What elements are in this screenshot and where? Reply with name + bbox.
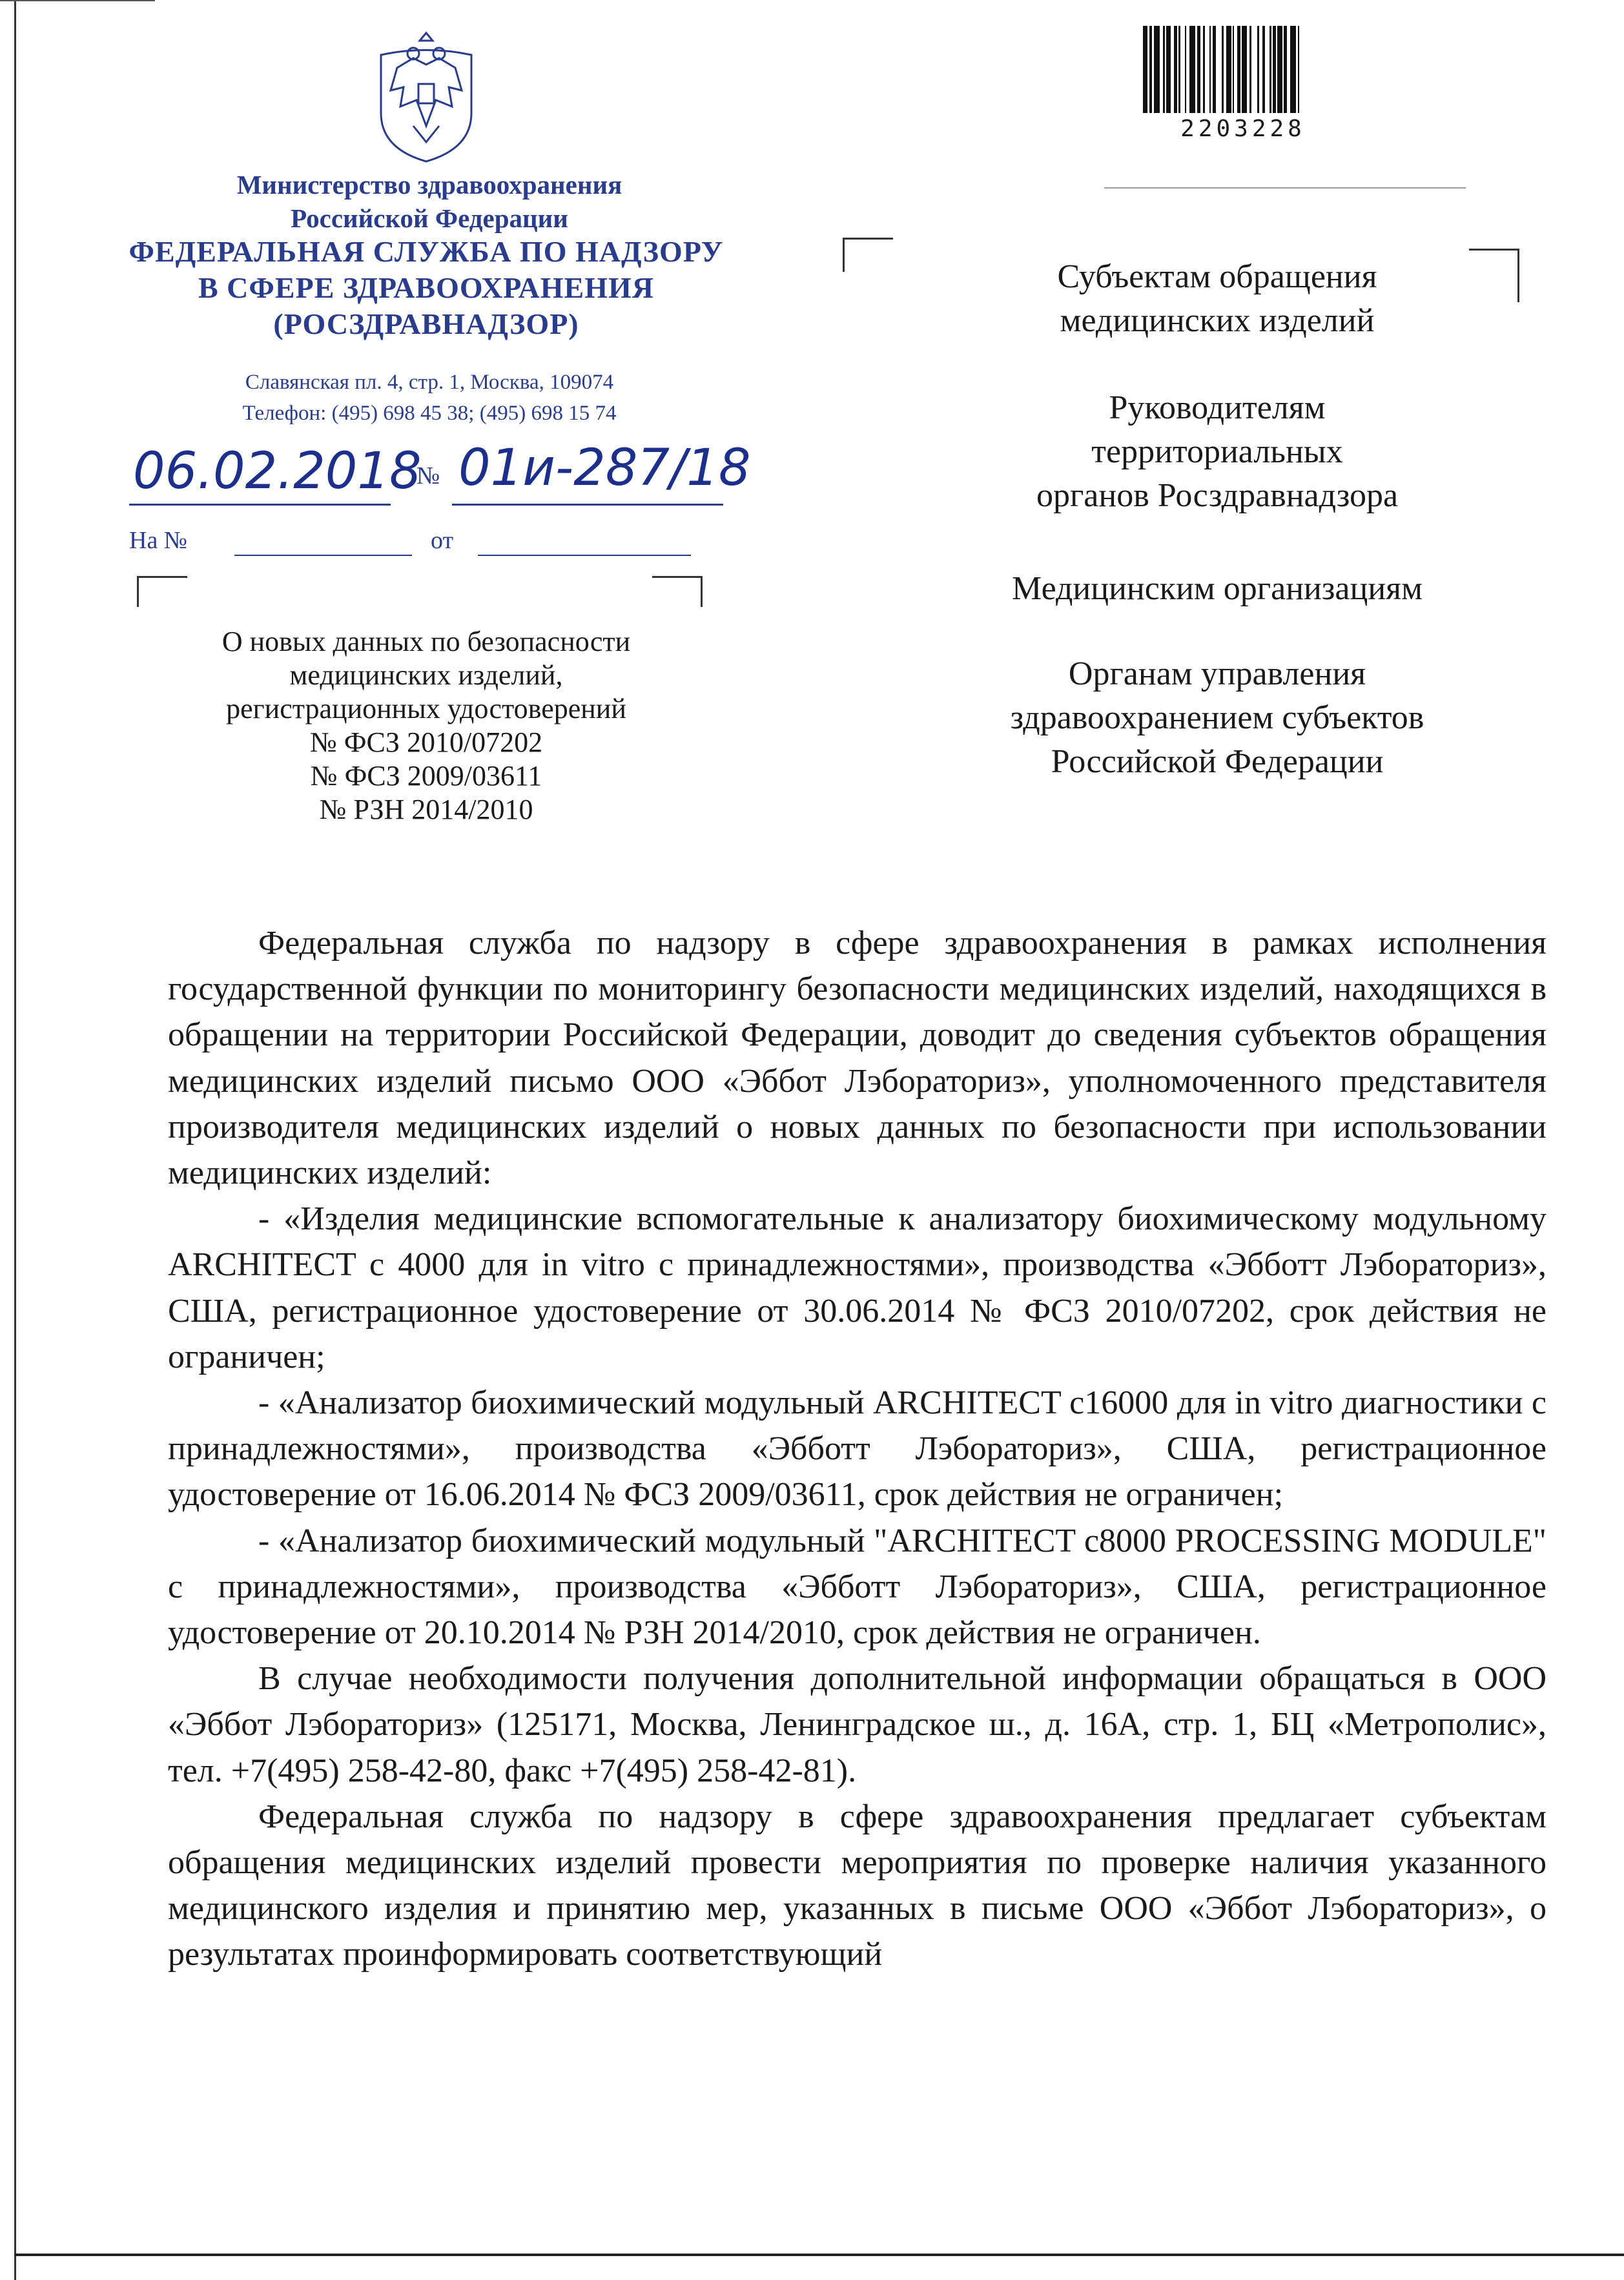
service-address	[161, 367, 697, 429]
ministry-line-1: Министерство здравоохранения	[236, 170, 622, 200]
barcode-bar	[1189, 26, 1196, 113]
subject-line-3: регистрационных удостоверений	[226, 693, 626, 724]
barcode-number: 2203228	[1180, 116, 1306, 142]
service-line-3: (РОСЗДРАВНАДЗОР)	[273, 307, 579, 340]
scan-edge-bottom	[14, 2254, 1624, 2256]
addressee-3-line-1: Медицинским организациям	[1012, 570, 1423, 607]
barcode-bar	[1226, 26, 1231, 113]
reply-date-label: от	[431, 527, 454, 554]
service-name	[116, 234, 736, 342]
addressee-1-line-2: медицинских изделий	[1060, 302, 1375, 339]
ministry-line-2: Российской Федерации	[291, 203, 568, 233]
addressee-4-line-1: Органам управления	[1068, 655, 1366, 692]
addressee-2-line-1: Руководителям	[1109, 389, 1326, 426]
document-barcode	[1143, 26, 1343, 142]
scan-edge-top	[0, 0, 155, 1]
body-paragraph-1: Федеральная служба по надзору в сфере здравоохранения в рамках исполнения государственной функции по мониторингу безопасности медицинских изделий, находящихся в обращении на территории Российской Федерации, доводит до сведения субъектов обращения медицинских изделий письмо ООО «Эббот Лэбораториз», уполномоченного представителя производителя медицинских изделий о новых данных по безопасности при использовании медицинских изделий:	[168, 925, 1547, 1192]
address-line-2: Телефон: (495) 698 45 38; (495) 698 15 74	[242, 402, 617, 425]
barcode-gap	[1205, 26, 1209, 113]
body-paragraph-3: - «Анализатор биохимический модульный ARCHITECT c16000 для in vitro диагностики с принадлежностями», производства «Эбботт Лэбораториз», США, регистрационное удостоверение от 16.06.2014 № ФСЗ 2009/03611, срок действия не ограничен;	[168, 1384, 1547, 1514]
barcode-bar	[1277, 26, 1282, 113]
barcode-bars	[1143, 26, 1343, 113]
barcode-bar	[1154, 26, 1160, 113]
body-paragraph-4: - «Анализатор биохимический модульный "ARCHITECT c8000 PROCESSING MODULE" с принадлежностями», производства «Эбботт Лэбораториз», США, регистрационное удостоверение от 20.10.2014 № РЗН 2014/2010, срок действия не ограничен.	[168, 1522, 1547, 1652]
addressee-1-line-1: Субъектам обращения	[1057, 258, 1377, 295]
date-underline	[129, 504, 391, 506]
barcode-underline	[1104, 187, 1466, 189]
reply-date-blank	[478, 555, 691, 556]
body-paragraph-2: - «Изделия медицинские вспомогательные к анализатору биохимическому модульному ARCHITECT c 4000 для in vitro с принадлежностями», производства «Эбботт Лэбораториз», США, регистрационное удостоверение от 30.06.2014 № ФСЗ 2010/07202, срок действия не ограничен;	[168, 1200, 1547, 1375]
subject-line-4: № ФСЗ 2010/07202	[309, 726, 543, 758]
subject-line-6: № РЗН 2014/2010	[319, 794, 533, 825]
number-underline	[452, 504, 723, 506]
reply-reference	[129, 526, 730, 562]
letter-subject	[149, 625, 704, 827]
reply-number-blank	[234, 555, 412, 556]
address-line-1: Славянская пл. 4, стр. 1, Москва, 109074	[245, 371, 614, 394]
outgoing-number: 01и-287/18	[458, 439, 751, 497]
number-label: №	[416, 462, 440, 489]
addressee-2-line-2: территориальных	[1091, 433, 1343, 470]
addressee-4-line-2: здравоохранением субъектов	[1010, 699, 1424, 736]
barcode-bar	[1143, 26, 1147, 113]
barcode-gap	[1265, 26, 1269, 113]
barcode-gap	[1251, 26, 1258, 113]
coat-of-arms-icon	[368, 29, 484, 165]
addressee-4-line-3: Российской Федерации	[1051, 743, 1384, 780]
barcode-gap	[1299, 26, 1304, 113]
scan-edge-left	[14, 0, 16, 2280]
subject-line-2: медицинских изделий,	[289, 659, 563, 691]
barcode-gap	[1180, 26, 1185, 113]
barcode-bar	[1242, 26, 1246, 113]
letter-body	[168, 920, 1547, 1978]
addressee-block-4	[862, 652, 1572, 784]
subject-line-5: № ФСЗ 2009/03611	[310, 760, 542, 792]
outgoing-reference	[129, 436, 751, 510]
subject-bracket-right	[652, 576, 703, 607]
service-line-2: В СФЕРЕ ЗДРАВООХРАНЕНИЯ	[198, 271, 654, 304]
subject-line-1: О новых данных по безопасности	[221, 626, 631, 657]
addressee-block-1	[862, 255, 1572, 343]
addressee-block-2	[862, 386, 1572, 518]
barcode-bar	[1290, 26, 1297, 113]
barcode-gap	[1216, 26, 1222, 113]
ministry-name	[161, 168, 697, 235]
service-line-1: ФЕДЕРАЛЬНАЯ СЛУЖБА ПО НАДЗОРУ	[128, 235, 724, 268]
addressee-block-3	[862, 567, 1572, 611]
body-paragraph-5: В случае необходимости получения дополнительной информации обращаться в ООО «Эббот Лэбораториз» (125171, Москва, Ленинградское ш., д. 16А, стр. 1, БЦ «Метрополис», тел. +7(495) 258-42-80, факс +7(495) 258-42-81).	[168, 1660, 1547, 1789]
barcode-bar	[1166, 26, 1171, 113]
reply-number-label: На №	[129, 527, 188, 554]
outgoing-date: 06.02.2018	[133, 442, 422, 500]
body-paragraph-6: Федеральная служба по надзору в сфере здравоохранения предлагает субъектам обращения медицинских изделий провести мероприятия по проверке наличия указанного медицинского изделия и принятию мер, указанных в письме ООО «Эббот Лэбораториз», о результатах проинформировать соответствующий	[168, 1798, 1547, 1973]
addressee-2-line-3: органов Росздравнадзора	[1036, 477, 1399, 514]
subject-bracket-left	[137, 576, 187, 607]
